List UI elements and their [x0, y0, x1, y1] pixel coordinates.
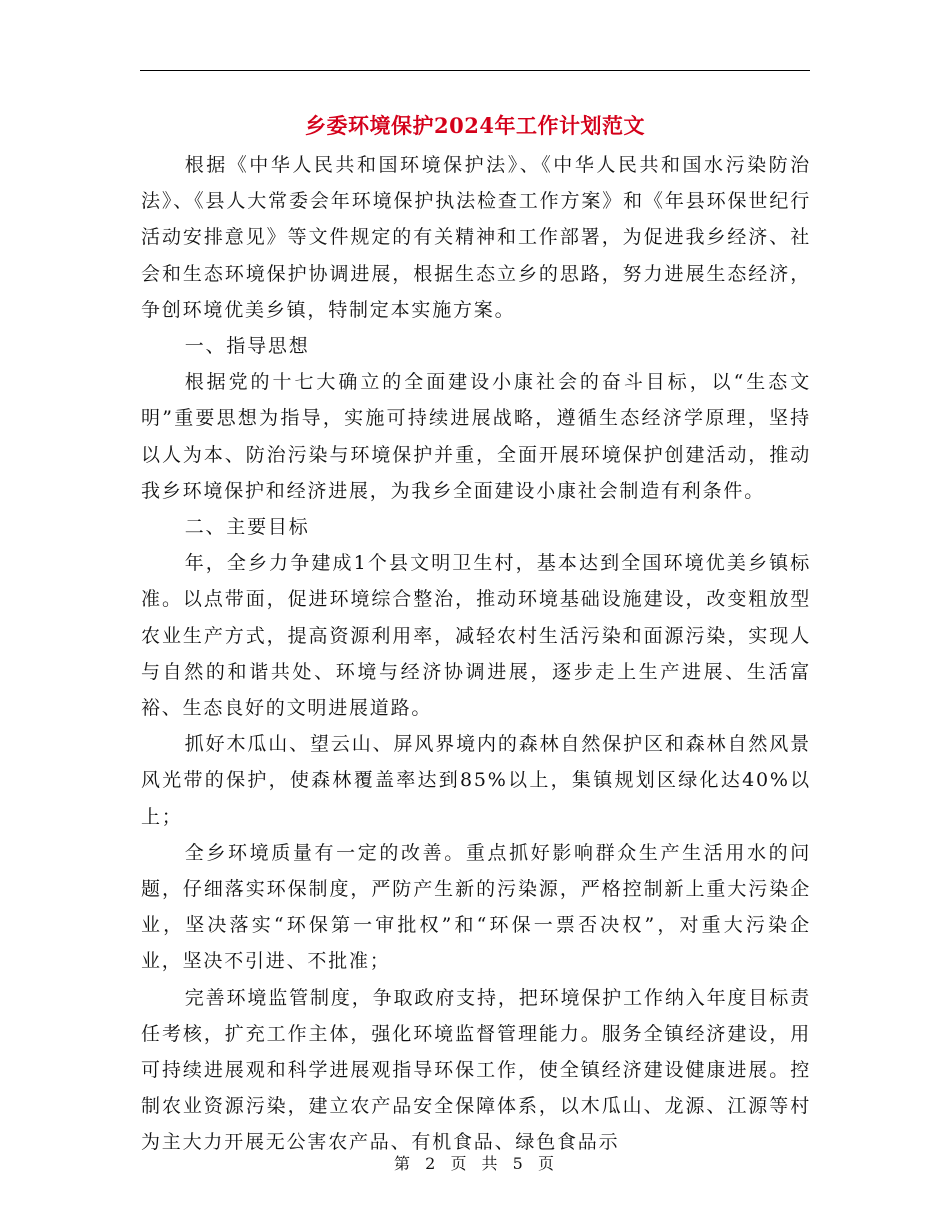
section-heading-guiding-thought: 一、指导思想 [184, 335, 310, 358]
total-pages-number: 5 [512, 1154, 525, 1173]
footer-total-prefix: 共 [481, 1154, 500, 1173]
document-title: 乡委环境保护2024年工作计划范文 [305, 113, 645, 138]
footer-prefix: 第 [394, 1154, 413, 1173]
header-rule [140, 70, 810, 71]
paragraph-guiding-thought: 根据党的十七大确立的全面建设小康社会的奋斗目标，以“生态文明”重要思想为指导，实施可持续进展战略，遵循生态经济学原理，坚持以人为本、防治污染与环境保护并重，全面开展环境保护创建活动，推动我乡环境保护和经济进展，为我乡全面建设小康社会制造有利条件。 [141, 371, 811, 502]
section-heading-main-goals: 二、主要目标 [184, 516, 310, 539]
footer-suffix: 页 [537, 1154, 556, 1173]
footer-page-label: 页 [450, 1154, 469, 1173]
paragraph-intro: 根据《中华人民共和国环境保护法》、《中华人民共和国水污染防治法》、《县人大常委会年环境保护执法检查工作方案》和《年县环保世纪行活动安排意见》等文件规定的有关精神和工作部署，为促进我乡经济、社会和生态环境保护协调进展，根据生态立乡的思路，努力进展生态经济，争创环境优美乡镇，特制定本实施方案。 [141, 154, 811, 321]
paragraph-main-goals: 年，全乡力争建成1个县文明卫生村，基本达到全国环境优美乡镇标准。以点带面，促进环境综合整治，推动环境基础设施建设，改变粗放型农业生产方式，提高资源利用率，减轻农村生活污染和面源污染，实现人与自然的和谐共处、环境与经济协调进展，逐步走上生产进展、生活富裕、生态良好的文明进展道路。 [141, 552, 811, 720]
paragraph-supervision-system: 完善环境监管制度，争取政府支持，把环境保护工作纳入年度目标责任考核，扩充工作主体，强化环境监督管理能力。服务全镇经济建设，用可持续进展观和科学进展观指导环保工作，使全镇经济建设健康进展。控制农业资源污染，建立农产品安全保障体系，以木瓜山、龙源、江源等村为主大力开展无公害农产品、有机食品、绿色食品示 [141, 986, 811, 1154]
document-body [141, 147, 811, 1161]
paragraph-forest-protection: 抓好木瓜山、望云山、屏风界境内的森林自然保护区和森林自然风景风光带的保护，使森林覆盖率达到85%以上，集镇规划区绿化达40%以上； [141, 733, 811, 828]
paragraph-environment-quality: 全乡环境质量有一定的改善。重点抓好影响群众生产生活用水的问题，仔细落实环保制度，严防产生新的污染源，严格控制新上重大污染企业，坚决落实“环保第一审批权”和“环保一票否决权”，对重大污染企业，坚决不引进、不批准； [141, 841, 811, 973]
page-footer [0, 1153, 950, 1175]
current-page-number: 2 [425, 1154, 438, 1173]
